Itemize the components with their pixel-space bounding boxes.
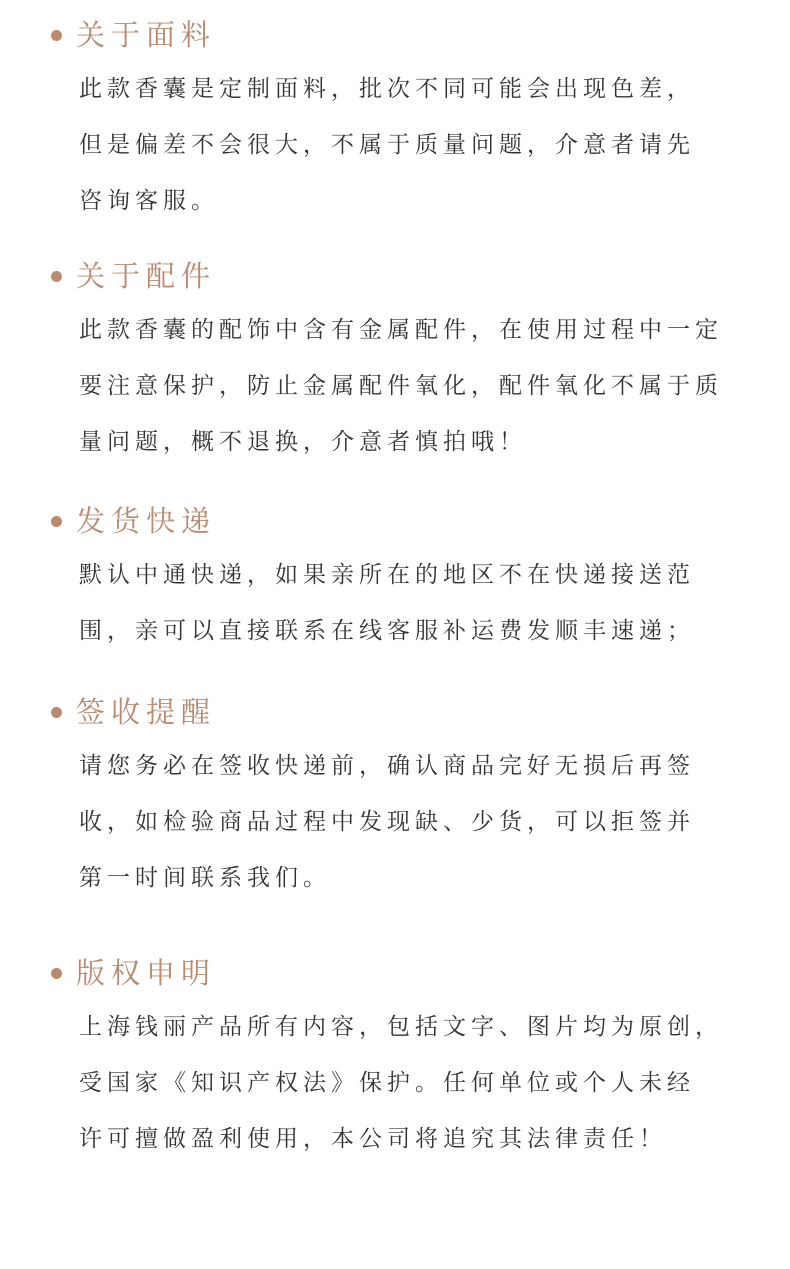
body-line: 上海钱丽产品所有内容，包括文字、图片均为原创， [79, 1014, 723, 1040]
section-title: 关于面料 [76, 18, 217, 52]
body-line: 围，亲可以直接联系在线客服补运费发顺丰速递； [79, 618, 695, 644]
body-line: 收，如检验商品过程中发现缺、少货，可以拒签并 [79, 809, 695, 835]
section-title: 签收提醒 [76, 695, 217, 729]
section-heading [51, 953, 216, 993]
body-line: 许可擅做盈利使用，本公司将追究其法律责任！ [79, 1126, 667, 1152]
bullet-dot-icon [51, 707, 62, 718]
bullet-dot-icon [51, 968, 62, 979]
body-line: 第一时间联系我们。 [79, 865, 331, 891]
body-line: 请您务必在签收快递前，确认商品完好无损后再签 [79, 753, 695, 779]
body-line: 此款香囊的配饰中含有金属配件，在使用过程中一定 [79, 317, 723, 343]
section-heading [51, 256, 216, 296]
section-body [79, 302, 769, 470]
section-body [79, 999, 769, 1167]
section-heading [51, 501, 216, 541]
section-title: 发货快递 [76, 504, 217, 538]
body-line: 受国家《知识产权法》保护。任何单位或个人未经 [79, 1070, 695, 1096]
body-line: 咨询客服。 [79, 188, 219, 214]
body-line: 此款香囊是定制面料，批次不同可能会出现色差， [79, 76, 695, 102]
section-body [79, 547, 769, 659]
section-title: 版权申明 [76, 956, 217, 990]
bullet-dot-icon [51, 516, 62, 527]
body-line: 默认中通快递，如果亲所在的地区不在快递接送范 [79, 562, 695, 588]
section-heading [51, 15, 216, 55]
section-body [79, 738, 769, 906]
section-title: 关于配件 [76, 259, 217, 293]
bullet-dot-icon [51, 271, 62, 282]
body-line: 但是偏差不会很大，不属于质量问题，介意者请先 [79, 132, 695, 158]
body-line: 量问题，概不退换，介意者慎拍哦！ [79, 429, 527, 455]
body-line: 要注意保护，防止金属配件氧化，配件氧化不属于质 [79, 373, 723, 399]
section-heading [51, 692, 216, 732]
section-body [79, 61, 769, 229]
bullet-dot-icon [51, 30, 62, 41]
